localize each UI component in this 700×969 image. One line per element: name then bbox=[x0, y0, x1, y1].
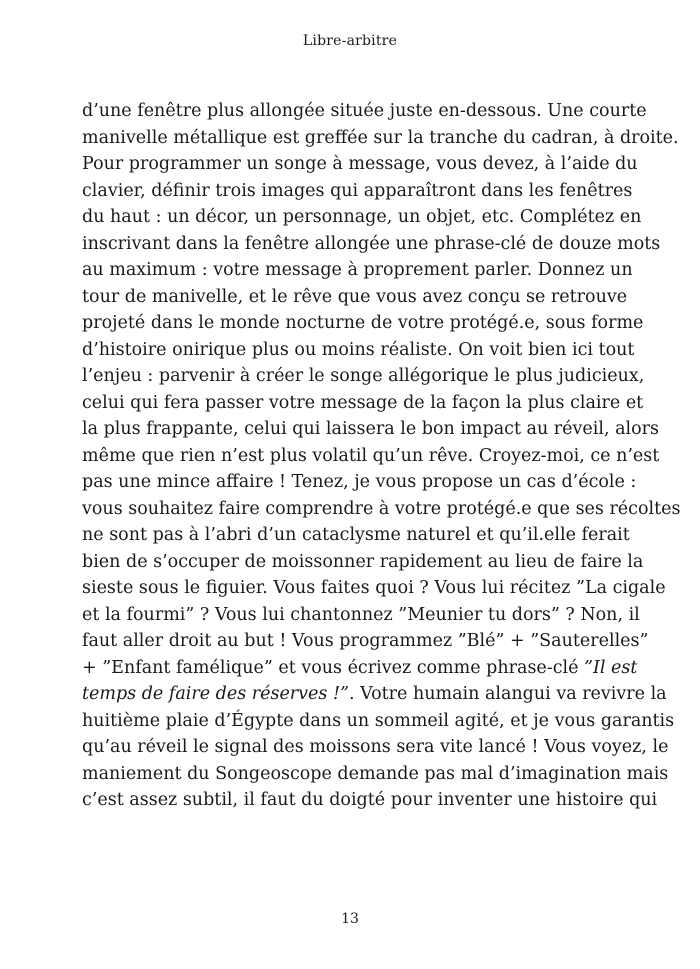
text-line bbox=[82, 416, 660, 443]
text-line bbox=[82, 151, 638, 178]
text-segment: projeté dans le monde nocturne de votre protégé.e, sous forme bbox=[82, 313, 644, 333]
text-line bbox=[82, 98, 647, 125]
text-segment: et la fourmi” ? Vous lui chantonnez ”Meunier tu dors” ? Non, il bbox=[82, 604, 640, 625]
text-line bbox=[82, 443, 660, 470]
text-line bbox=[82, 257, 633, 284]
text-segment: même que rien n’est plus volatil qu’un rêve. Croyez-moi, ce n’est bbox=[82, 445, 660, 466]
text-segment: maniement du Songeoscope demande pas mal d’imagination mais bbox=[82, 763, 669, 784]
running-header: Libre-arbitre bbox=[302, 33, 398, 49]
text-segment: celui qui fera passer votre message de la façon la plus claire et bbox=[82, 392, 644, 413]
text-segment: tour de manivelle, et le rêve que vous avez conçu se retrouve bbox=[82, 286, 628, 307]
text-segment: du haut : un décor, un personnage, un objet, etc. Complétez en bbox=[82, 207, 642, 227]
text-line bbox=[82, 681, 667, 708]
page-number: 13 bbox=[341, 911, 359, 927]
text-segment: vous souhaitez faire comprendre à votre protégé.e que ses récoltes bbox=[82, 498, 681, 519]
text-line bbox=[82, 549, 644, 576]
text-segment: d’histoire onirique plus ou moins réaliste. On voit bien ici tout bbox=[82, 339, 635, 360]
text-line bbox=[82, 469, 637, 496]
text-line bbox=[82, 522, 630, 549]
text-segment: clavier, définir trois images qui apparaîtront dans les fenêtres bbox=[82, 180, 633, 201]
text-segment: d’une fenêtre plus allongée située juste en-dessous. Une courte bbox=[82, 101, 647, 121]
text-segment: qu’au réveil le signal des moissons sera vite lancé ! Vous voyez, le bbox=[82, 737, 669, 757]
text-segment: Pour programmer un songe à message, vous devez, à l’aide du bbox=[82, 154, 638, 174]
text-line bbox=[82, 363, 645, 390]
text-segment: faut aller droit au but ! Vous programmez ”Blé” + ”Sauterelles” bbox=[82, 631, 649, 651]
text-segment: pas une mince affaire ! Tenez, je vous propose un cas d’école : bbox=[82, 472, 637, 492]
text-line bbox=[82, 178, 633, 205]
italic-text-segment: temps de faire des réserves !” bbox=[82, 684, 349, 704]
text-segment: huitième plaie d’Égypte dans un sommeil agité, et je vous garantis bbox=[82, 710, 675, 731]
text-line bbox=[82, 310, 644, 337]
text-segment: ne sont pas à l’abri d’un cataclysme naturel et qu’il.elle ferait bbox=[82, 525, 630, 545]
text-line bbox=[82, 708, 675, 735]
text-segment: manivelle métallique est greffée sur la tranche du cadran, à droite. bbox=[82, 127, 679, 148]
text-line bbox=[82, 628, 649, 655]
italic-text-segment: ”Il est bbox=[584, 657, 638, 678]
text-line bbox=[82, 125, 679, 152]
text-segment: la plus frappante, celui qui laissera le bon impact au réveil, alors bbox=[82, 419, 660, 439]
text-segment: sieste sous le figuier. Vous faites quoi ? Vous lui récitez ”La cigale bbox=[82, 578, 666, 598]
text-line bbox=[82, 284, 628, 311]
text-line bbox=[82, 204, 642, 231]
text-line bbox=[82, 734, 669, 761]
text-segment: inscrivant dans la fenêtre allongée une phrase-clé de douze mots bbox=[82, 233, 661, 254]
text-line bbox=[82, 496, 681, 523]
text-segment: + ”Enfant famélique” et vous écrivez comme phrase-clé bbox=[82, 657, 585, 678]
text-segment: l’enjeu : parvenir à créer le songe allégorique le plus judicieux, bbox=[82, 366, 645, 386]
text-line bbox=[82, 337, 635, 364]
text-line bbox=[82, 575, 666, 602]
text-line bbox=[82, 602, 640, 629]
text-line bbox=[82, 231, 661, 258]
text-segment: au maximum : votre message à proprement parler. Donnez un bbox=[82, 260, 633, 280]
text-segment: bien de s’occuper de moissonner rapidement au lieu de faire la bbox=[82, 551, 644, 572]
text-line bbox=[82, 390, 644, 417]
text-line bbox=[82, 787, 658, 814]
text-segment: c’est assez subtil, il faut du doigté pour inventer une histoire qui bbox=[82, 790, 658, 810]
text-segment: . Votre humain alangui va revivre la bbox=[348, 684, 667, 704]
text-line bbox=[82, 655, 638, 682]
text-line bbox=[82, 761, 669, 788]
body-text bbox=[82, 98, 681, 814]
